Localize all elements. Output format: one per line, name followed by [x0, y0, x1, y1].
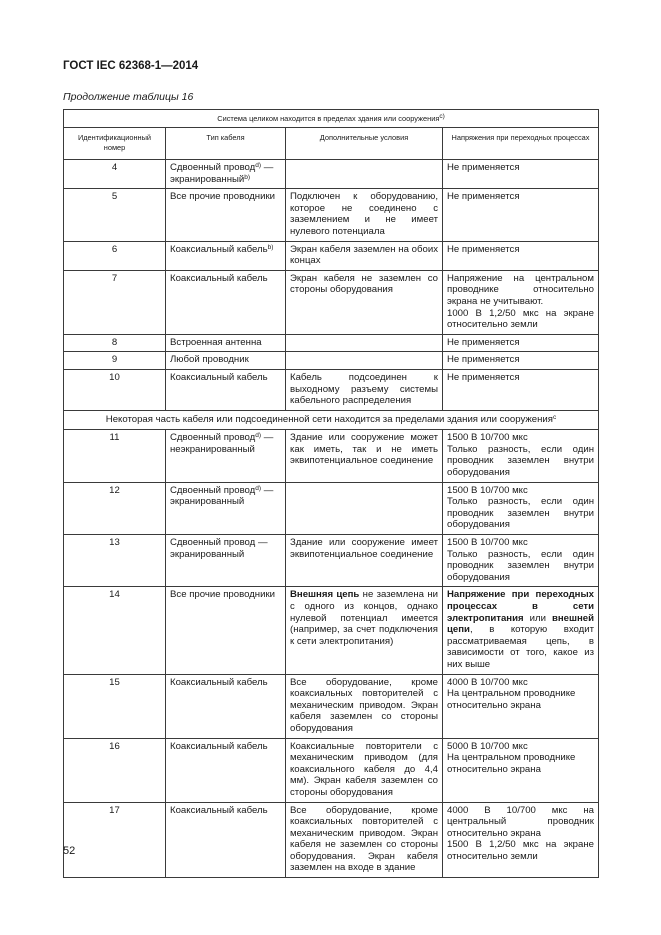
row-id: 8 — [64, 334, 166, 352]
table-row — [64, 334, 599, 352]
row-cable: Коаксиальный кабель — [166, 270, 286, 334]
row-cable: Любой проводник — [166, 352, 286, 370]
row-cable: Все прочие проводники — [166, 587, 286, 674]
table-row — [64, 160, 599, 189]
row-id: 14 — [64, 587, 166, 674]
section-note-inside: c) — [439, 113, 445, 120]
row-conditions: Все оборудование, кроме коаксиальных повторителей с механическим приводом. Экран кабеля заземлен со стороны оборудования — [286, 674, 443, 738]
row-id: 10 — [64, 369, 166, 410]
row-conditions: Экран кабеля не заземлен со стороны оборудования — [286, 270, 443, 334]
row-cable: Сдвоенный провод$^{d)}$ — экранированный$^{b)}$ — [166, 160, 286, 189]
row-cable: Коаксиальный кабель — [166, 802, 286, 878]
row-cable: Коаксиальный кабель$^{b)}$ — [166, 241, 286, 270]
row-conditions: Коаксиальные повторители с механическим приводом (для коаксиального кабеля до 4,4 мм). Экран кабеля заземлен со стороны оборудования — [286, 738, 443, 802]
row-id: 16 — [64, 738, 166, 802]
row-voltage: Не применяется — [443, 189, 599, 241]
section-header-outside — [64, 410, 599, 430]
row-id: 5 — [64, 189, 166, 241]
table-row — [64, 802, 599, 878]
section-title-inside: Система целиком находится в пределах здания или сооружения — [217, 114, 440, 123]
table-row — [64, 352, 599, 370]
row-cable: Сдвоенный провод$^{d)}$ — неэкранированный — [166, 430, 286, 482]
row-voltage: Не применяется — [443, 352, 599, 370]
table-row — [64, 270, 599, 334]
row-conditions — [286, 482, 443, 534]
table-row — [64, 535, 599, 587]
table-row — [64, 482, 599, 534]
row-cable: Коаксиальный кабель — [166, 369, 286, 410]
row-conditions: Здание или сооружение имеет эквипотенциальное соединение — [286, 535, 443, 587]
row-conditions: Кабель подсоединен к выходному разъему системы кабельного распределения — [286, 369, 443, 410]
table-row — [64, 738, 599, 802]
row-voltage: 1500 В 10/700 мкс Только разность, если один проводник заземлен внутри оборудования — [443, 482, 599, 534]
row-voltage: 5000 В 10/700 мкс На центральном проводнике относительно экрана — [443, 738, 599, 802]
table-caption: Продолжение таблицы 16 — [63, 91, 194, 103]
column-header-row — [64, 128, 599, 160]
row-id: 6 — [64, 241, 166, 270]
section-header-inside — [64, 110, 599, 128]
row-cable: Коаксиальный кабель — [166, 674, 286, 738]
row-id: 12 — [64, 482, 166, 534]
document-id: ГОСТ IEC 62368-1—2014 — [63, 60, 199, 72]
row-cable: Коаксиальный кабель — [166, 738, 286, 802]
section-note-outside: c — [552, 413, 557, 421]
row-conditions — [286, 352, 443, 370]
row-voltage: 4000 В 10/700 мкс На центральном проводнике относительно экрана — [443, 674, 599, 738]
row-voltage: 1500 В 10/700 мкс Только разность, если один проводник заземлен внутри оборудования — [443, 430, 599, 482]
row-id: 17 — [64, 802, 166, 878]
table-row — [64, 189, 599, 241]
table-row — [64, 587, 599, 674]
row-id: 7 — [64, 270, 166, 334]
table-row — [64, 241, 599, 270]
column-header-id: Идентификационный номер — [64, 128, 166, 160]
row-conditions: Все оборудование, кроме коаксиальных повторителей с механическим приводом. Экран кабеля не заземлен со стороны оборудования. Экран кабеля заземлен на входе в здание — [286, 802, 443, 878]
row-cable: Сдвоенный провод — экранированный — [166, 535, 286, 587]
column-header-conditions: Дополнительные условия — [286, 128, 443, 160]
row-conditions — [286, 334, 443, 352]
row-id: 15 — [64, 674, 166, 738]
row-voltage: Напряжение на центральном проводнике относительно экрана не учитывают. 1000 В 1,2/50 мкс на экране относительно земли — [443, 270, 599, 334]
table-row — [64, 674, 599, 738]
row-cable: Сдвоенный провод$^{d)}$ — экранированный — [166, 482, 286, 534]
column-header-cable: Тип кабеля — [166, 128, 286, 160]
row-voltage: Не применяется — [443, 160, 599, 189]
table-row — [64, 430, 599, 482]
row-id: 9 — [64, 352, 166, 370]
row-voltage: Не применяется — [443, 369, 599, 410]
row-conditions — [286, 160, 443, 189]
row-voltage: Не применяется — [443, 334, 599, 352]
section-title-outside: Некоторая часть кабеля или подсоединенной сети находится за пределами здания или сооружения — [105, 413, 553, 425]
row-id: 13 — [64, 535, 166, 587]
table-16 — [63, 109, 599, 878]
row-voltage: 1500 В 10/700 мкс Только разность, если один проводник заземлен внутри оборудования — [443, 535, 599, 587]
row-cable: Все прочие проводники — [166, 189, 286, 241]
table-row — [64, 369, 599, 410]
row-voltage: Не применяется — [443, 241, 599, 270]
row-conditions: Экран кабеля заземлен на обоих концах — [286, 241, 443, 270]
row-id: 4 — [64, 160, 166, 189]
row-conditions: Внешняя цепь не заземлена ни с одного из концов, однако нулевой потенциал имеется (например, за счет подключения к сети электропитания) — [286, 587, 443, 674]
row-voltage: 4000 В 10/700 мкс на центральный проводник относительно экрана 1500 В 1,2/50 мкс на экране относительно земли — [443, 802, 599, 878]
column-header-voltage: Напряжения при переходных процессах — [443, 128, 599, 160]
page-number: 52 — [63, 845, 76, 857]
row-voltage: Напряжение при переходных процессах в сети электропитания или внешней цепи, в которую входит рассматриваемая цепь, в зависимости от того, какое из них выше — [443, 587, 599, 674]
row-conditions: Здание или сооружение может как иметь, так и не иметь эквипотенциальное соединение — [286, 430, 443, 482]
row-conditions: Подключен к оборудованию, которое не соединено с заземлением и не имеет нулевого потенциала — [286, 189, 443, 241]
row-cable: Встроенная антенна — [166, 334, 286, 352]
row-id: 11 — [64, 430, 166, 482]
